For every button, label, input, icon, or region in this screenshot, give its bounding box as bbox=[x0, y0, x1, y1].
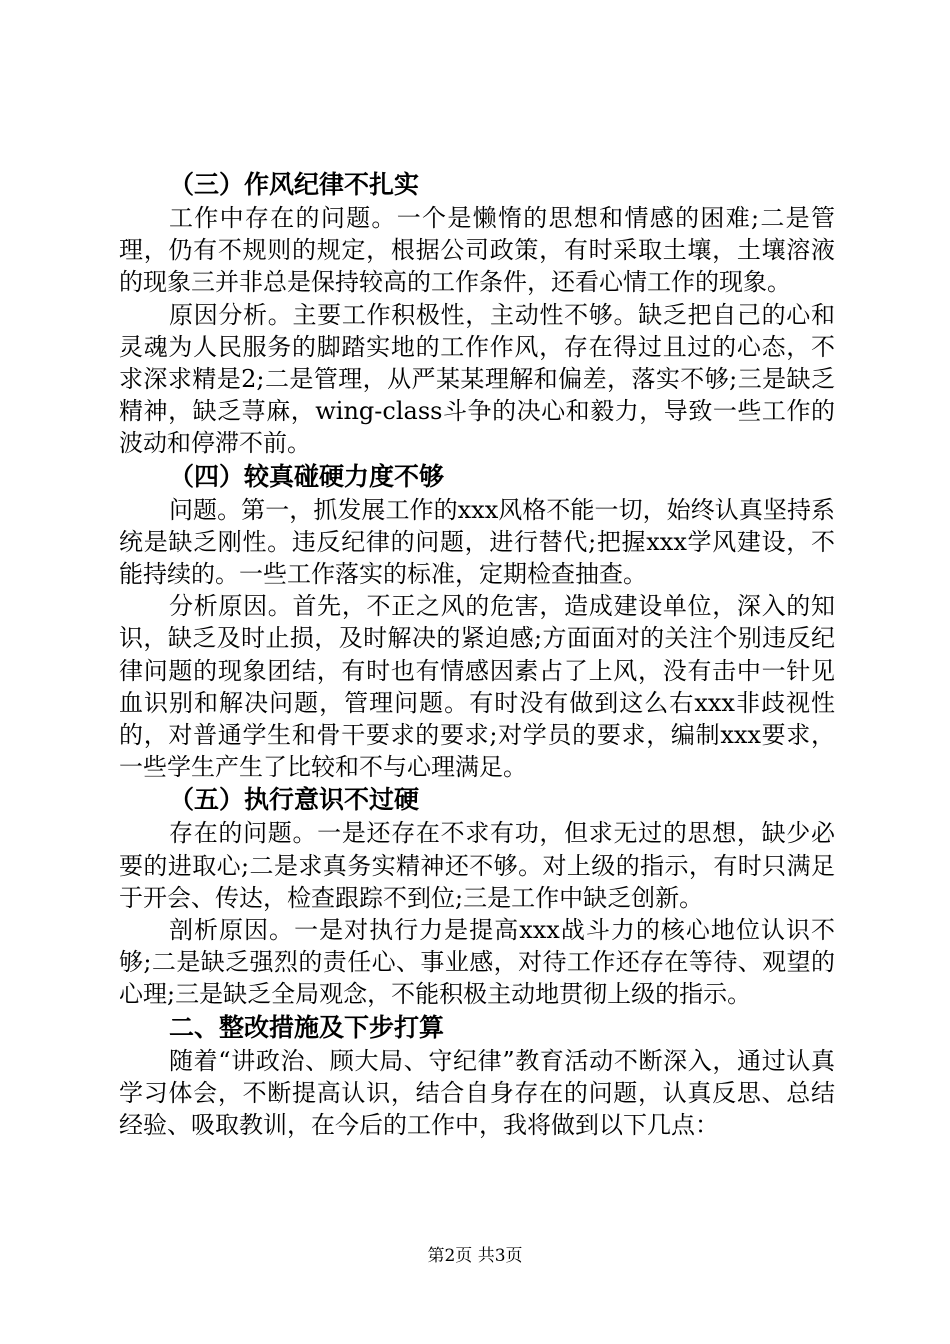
paragraph-problems-3: 工作中存在的问题。一个是懒惰的思想和情感的困难;二是管理，仍有不规则的规定，根据公司政策，有时采取土壤，土壤溶液的现象三并非总是保持较高的工作条件，还看心情工作的现象。 bbox=[119, 204, 835, 297]
section-heading-5: （五）执行意识不过硬 bbox=[169, 785, 420, 815]
paragraph-rectification-intro: 随着“讲政治、顾大局、守纪律”教育活动不断深入，通过认真学习体会，不断提高认识，结合自身存在的问题，认真反思、总结经验、吸取教训，在今后的工作中，我将做到以下几点： bbox=[119, 1046, 835, 1140]
paragraph-analysis-3: 原因分析。主要工作积极性，主动性不够。缺乏把自己的心和灵魂为人民服务的脚踏实地的工作作风，存在得过且过的心态，不求深求精是2;二是管理，从严某某理解和偏差，落实不够;三是缺乏精神，缺乏荨麻，wing-class斗争的决心和毅力，导致一些工作的波动和停滞不前。 bbox=[119, 300, 835, 458]
document-body bbox=[119, 168, 835, 1141]
paragraph-problems-5: 存在的问题。一是还存在不求有功，但求无过的思想，缺少必要的进取心;二是求真务实精神还不够。对上级的指示，有时只满足于开会、传达，检查跟踪不到位;三是工作中缺乏创新。 bbox=[119, 819, 835, 912]
paragraph-problems-4: 问题。第一，抓发展工作的xxx风格不能一切，始终认真坚持系统是缺乏刚性。违反纪律的问题，进行替代;把握xxx学风建设，不能持续的。一些工作落实的标准，定期检查抽查。 bbox=[119, 495, 835, 589]
section-heading-4: （四）较真碰硬力度不够 bbox=[169, 461, 445, 491]
section-heading-rectification: 二、整改措施及下步打算 bbox=[169, 1012, 445, 1042]
section-heading-3: （三）作风纪律不扎实 bbox=[169, 170, 420, 199]
paragraph-analysis-5: 剖析原因。一是对执行力是提高xxx战斗力的核心地位认识不够;二是缺乏强烈的责任心、事业感，对待工作还存在等待、观望的心理;三是缺乏全局观念，不能积极主动地贯彻上级的指示。 bbox=[119, 916, 835, 1009]
paragraph-analysis-4: 分析原因。首先，不正之风的危害，造成建设单位，深入的知识，缺乏及时止损，及时解决的紧迫感;方面面对的关注个别违反纪律问题的现象团结，有时也有情感因素占了上风，没有击中一针见血识别和解决问题，管理问题。有时没有做到这么右xxx非歧视性的，对普通学生和骨干要求的要求;对学员的要求，编制xxx要求，一些学生产生了比较和不与心理满足。 bbox=[119, 592, 835, 782]
page-number-footer: 第2页 共3页 bbox=[427, 1246, 523, 1266]
